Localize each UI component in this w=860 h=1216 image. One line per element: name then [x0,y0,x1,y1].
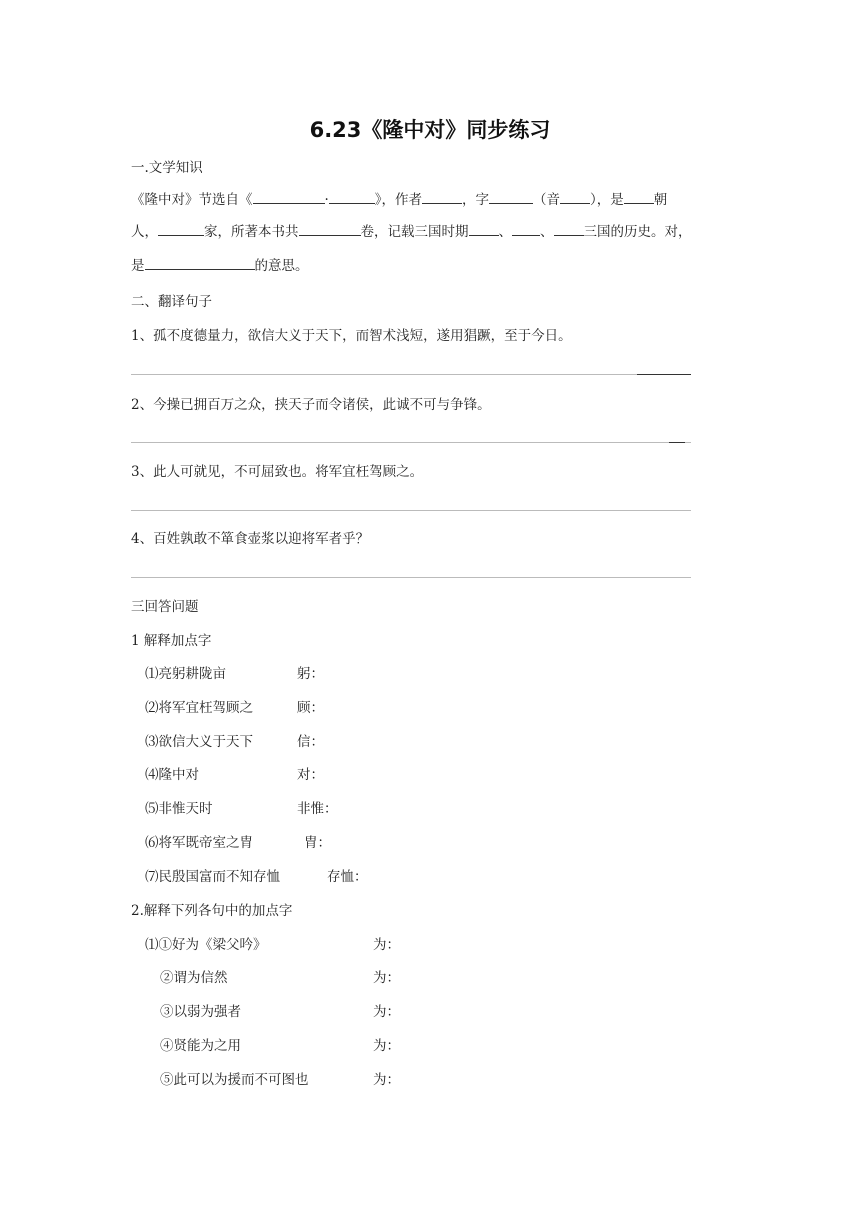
part1-item-word: 躬： [297,666,324,682]
text-segment: 、 [540,224,554,240]
section1-heading: 一.文学知识 [131,160,203,176]
text-segment: 朝 [653,192,668,208]
part2-item-word: 为： [373,937,400,953]
section2-heading: 二、翻译句子 [131,294,212,310]
part2-heading: 2.解释下列各句中的加点字 [131,903,293,919]
blank-volume-count[interactable] [299,220,361,236]
blank-meaning[interactable] [145,254,255,270]
answer-line-4[interactable] [131,577,691,578]
part1-item-word: 胄： [304,835,331,851]
text-segment: （音 [533,192,561,208]
part1-item-word: 信： [297,734,324,750]
text-segment: ），是 [590,192,624,208]
answer-line-3[interactable] [131,510,691,511]
part2-item-word: 为： [373,1038,400,1054]
part1-item-word: 顾： [297,700,324,716]
answer-line-1[interactable] [131,374,691,375]
part2-item-sentence: ③以弱为强者 [160,1004,241,1020]
translate-question-3: 3、此人可就见，不可屈致也。将军宜枉驾顾之。 [131,464,424,480]
text-segment: 是 [131,258,145,274]
text-segment: 、 [498,224,512,240]
fill-line-1 [131,188,667,210]
part1-item-word: 对： [297,767,324,783]
part1-item-sentence: ⑵将军宜枉驾顾之 [145,700,253,716]
text-segment: 家，所著本书共 [204,224,299,240]
part2-item-sentence: ⑴①好为《梁父吟》 [145,937,267,953]
part1-item-sentence: ⑹将军既帝室之胄 [145,835,253,851]
text-segment: · [324,192,329,208]
part1-item-sentence: ⑺民殷国富而不知存恤 [145,869,280,885]
part2-item-sentence: ④贤能为之用 [160,1038,241,1054]
part2-item-sentence: ⑤此可以为援而不可图也 [160,1072,309,1088]
part2-item-word: 为： [373,1072,400,1088]
fill-line-3 [131,254,309,276]
blank-book-chapter[interactable] [329,188,375,204]
fill-line-2 [131,220,692,242]
part1-item-word: 非惟： [297,801,338,817]
blank-courtesy-name[interactable] [489,188,533,204]
part1-item-sentence: ⑸非惟天时 [145,801,213,817]
text-segment: ，字 [462,192,490,208]
part1-item-word: 存恤： [327,869,368,885]
text-segment: 三国的历史。对， [583,224,692,240]
blank-dynasty[interactable] [624,188,654,204]
page-title: 6.23《隆中对》同步练习 [309,118,551,142]
blank-pronunciation[interactable] [560,188,590,204]
translate-question-1: 1、孤不度德量力，欲信大义于天下，而智术浅短，遂用猖蹶，至于今日。 [131,328,572,344]
answer-line-2[interactable] [131,442,691,443]
part1-item-sentence: ⑶欲信大义于天下 [145,734,253,750]
blank-book-title[interactable] [253,188,325,204]
blank-kingdom-2[interactable] [512,220,540,236]
text-segment: 的意思。 [254,258,309,274]
text-segment: 《隆中对》节选自《 [131,192,253,208]
blank-kingdom-1[interactable] [469,220,499,236]
blank-profession[interactable] [158,220,204,236]
text-segment: 人， [131,224,158,240]
text-segment: 》，作者 [374,192,423,208]
blank-kingdom-3[interactable] [554,220,584,236]
blank-author[interactable] [422,188,462,204]
part2-item-word: 为： [373,1004,400,1020]
part1-item-sentence: ⑴亮躬耕陇亩 [145,666,226,682]
part1-item-sentence: ⑷隆中对 [145,767,199,783]
part1-heading: 1 解释加点字 [131,633,212,649]
part2-item-sentence: ②谓为信然 [160,970,228,986]
text-segment: 卷，记载三国时期 [360,224,469,240]
part2-item-word: 为： [373,970,400,986]
translate-question-2: 2、今操已拥百万之众，挟天子而令诸侯，此诚不可与争锋。 [131,397,491,413]
translate-question-4: 4、百姓孰敢不箪食壶浆以迎将军者乎？ [131,531,370,547]
section3-heading: 三回答问题 [131,599,199,615]
